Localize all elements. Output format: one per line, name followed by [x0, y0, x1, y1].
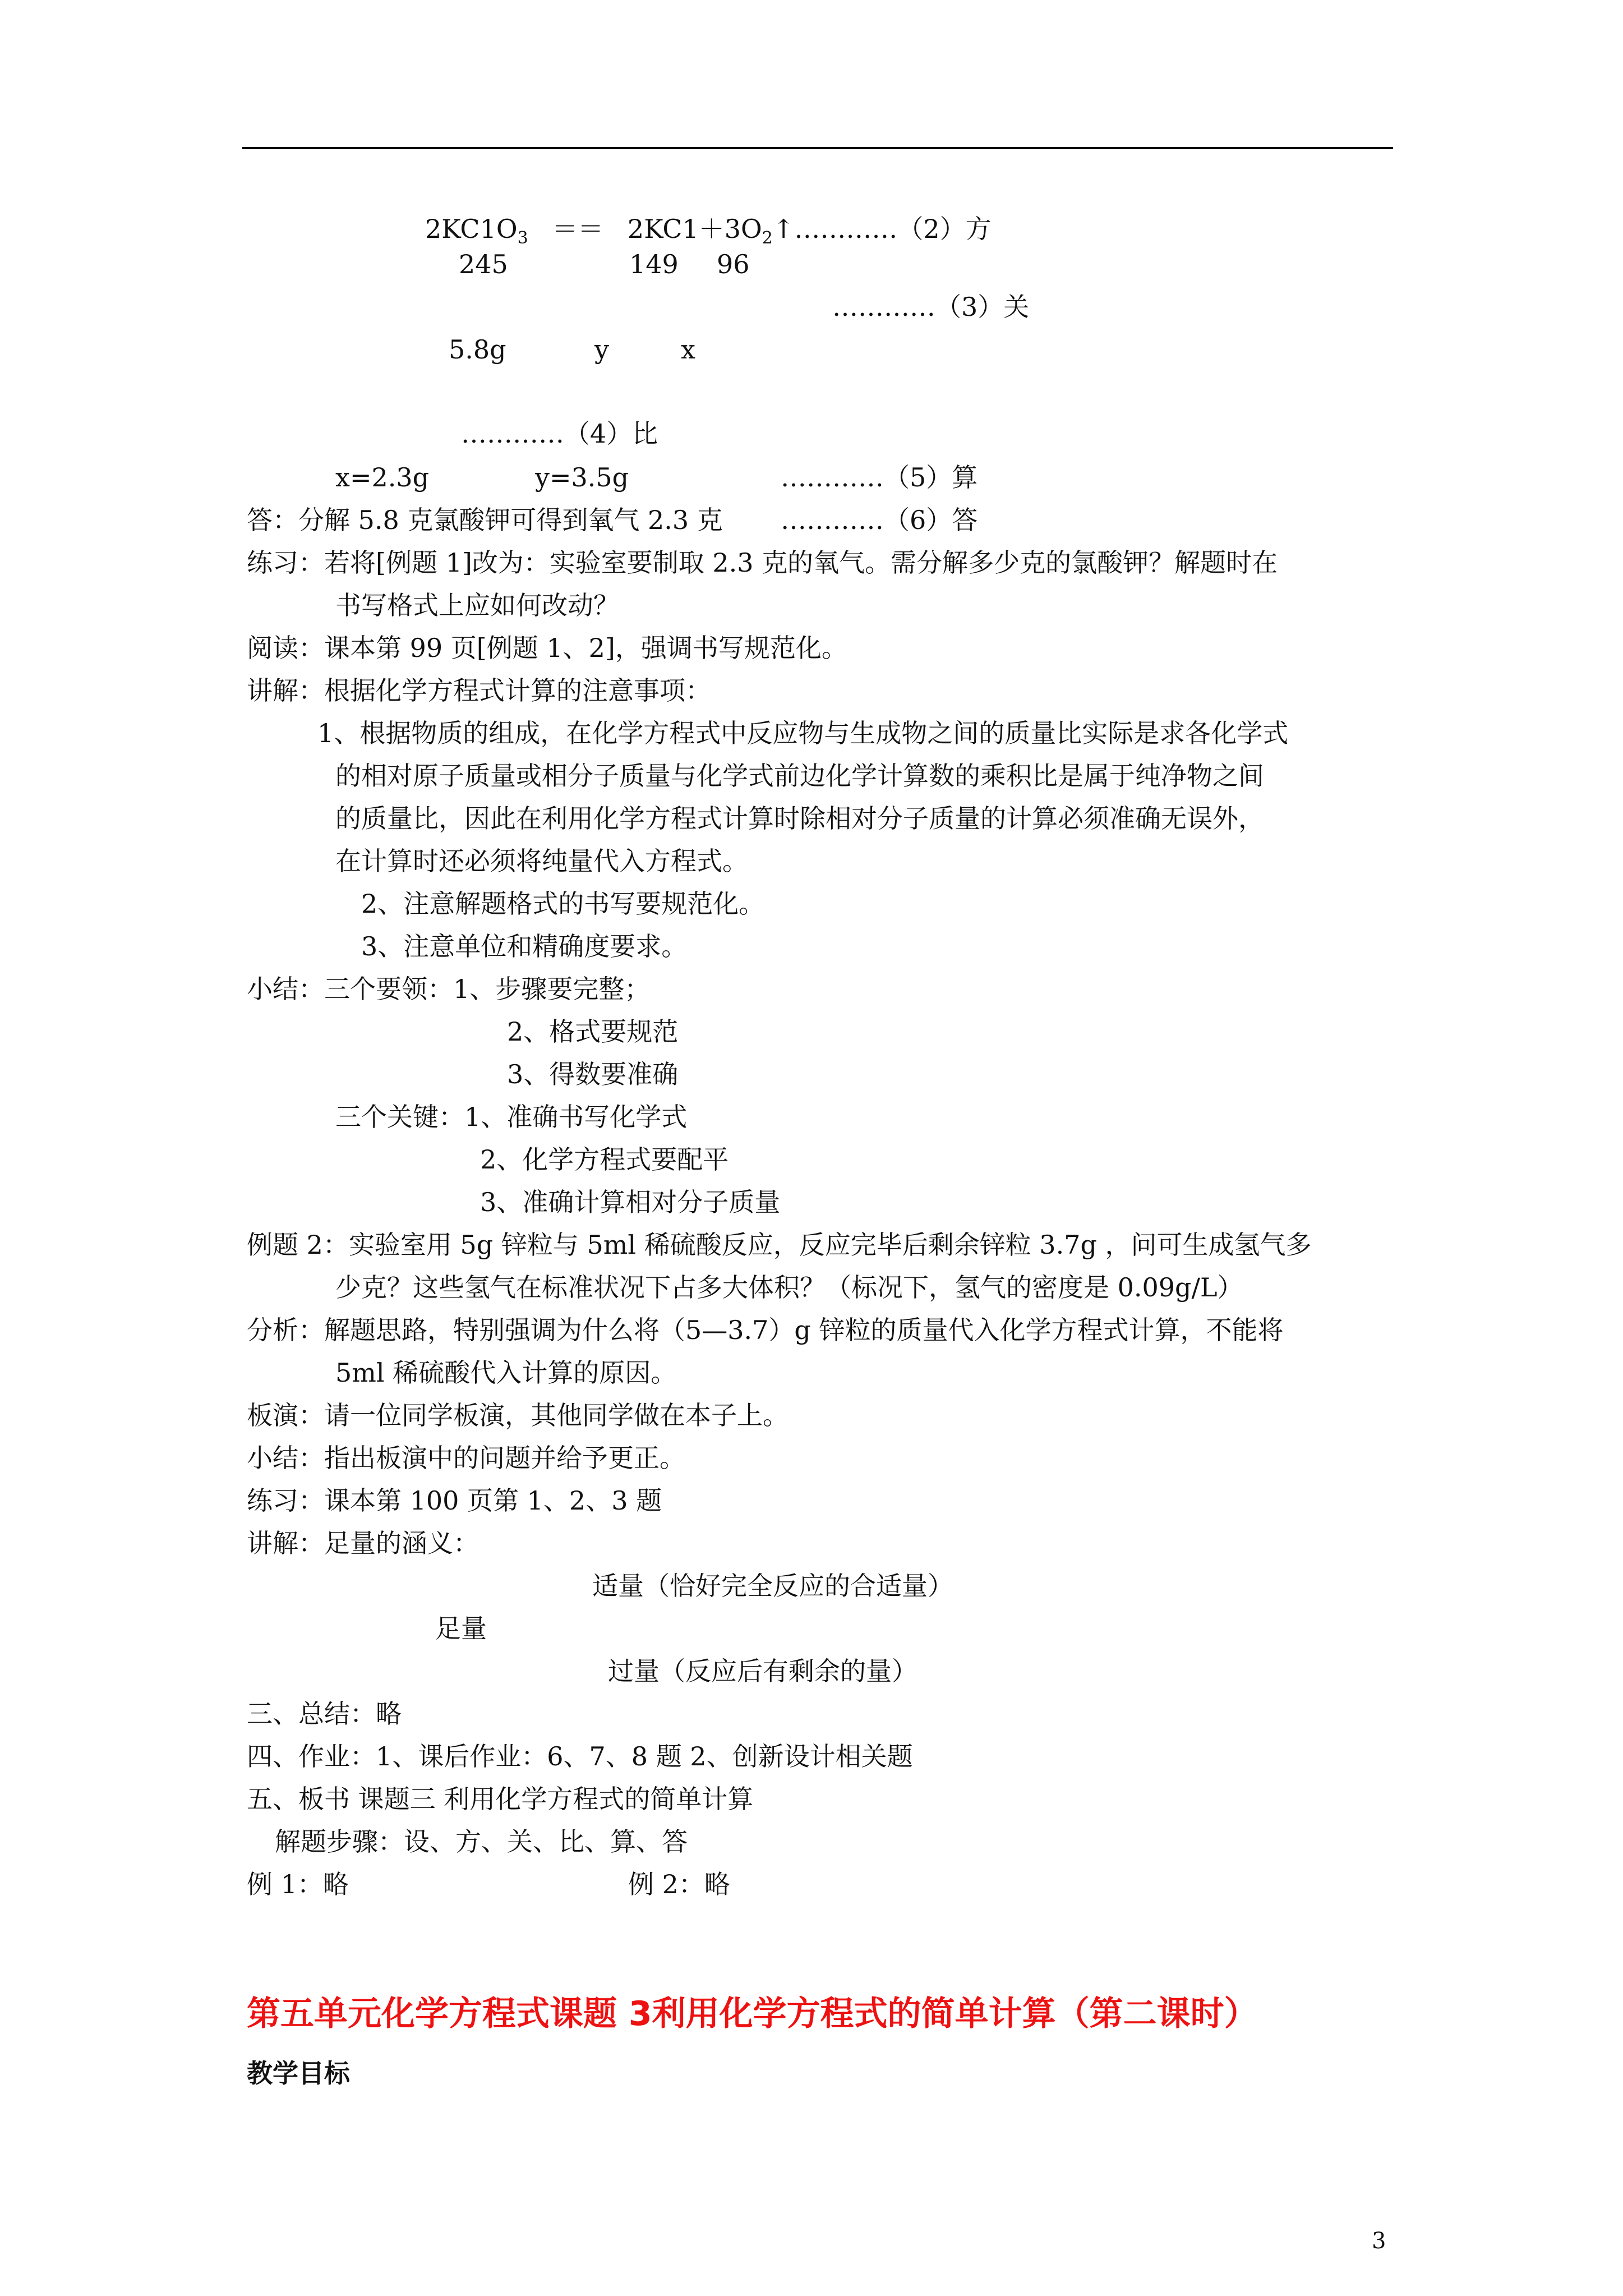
result-y: y=3.5g	[535, 462, 629, 493]
step-5-label: …………（5）算	[781, 462, 978, 493]
summary-key-2: 2、化学方程式要配平	[480, 1144, 729, 1175]
sufficient-amount: 足量	[435, 1613, 487, 1644]
summary-key-3: 3、准确计算相对分子质量	[480, 1187, 781, 1217]
appropriate-amount: 适量（恰好完全反应的合适量）	[592, 1571, 953, 1601]
summary-correction-line: 小结：指出板演中的问题并给予更正。	[247, 1443, 685, 1473]
unknown-x: x	[681, 334, 695, 365]
header-rule	[242, 147, 1393, 149]
result-x: x=2.3g	[335, 462, 430, 493]
product-subscript: 2	[762, 228, 773, 249]
page-number: 3	[1372, 2228, 1386, 2254]
note-1-line-4: 在计算时还必须将纯量代入方程式。	[335, 846, 748, 876]
example-2-omitted: 例 2：略	[628, 1869, 730, 1899]
equals-sign: ＝＝	[552, 214, 604, 244]
lecture-line: 讲解：根据化学方程式计算的注意事项：	[247, 675, 711, 706]
known-mass: 5.8g	[449, 334, 506, 365]
solving-steps: 解题步骤：设、方、关、比、算、答	[275, 1826, 688, 1857]
lecture-sufficient-line: 讲解：足量的涵义：	[247, 1528, 479, 1558]
note-1-line-1: 1、根据物质的组成，在化学方程式中反应物与生成物之间的质量比实际是求各化学式	[317, 718, 1289, 748]
lesson-heading: 第五单元化学方程式课题 3利用化学方程式的简单计算（第二课时）	[247, 1994, 1258, 2033]
summary-essential-2: 2、格式要规范	[507, 1016, 679, 1047]
reactant-subscript: 3	[517, 228, 528, 249]
practice-textbook-line: 练习：课本第 100 页第 1、2、3 题	[247, 1485, 662, 1516]
analysis-line-2: 5ml 稀硫酸代入计算的原因。	[335, 1358, 677, 1388]
note-1-line-3: 的质量比，因此在利用化学方程式计算时除相对分子质量的计算必须准确无误外，	[335, 803, 1264, 834]
example-2-line-2: 少克？这些氢气在标准状况下占多大体积？（标况下，氢气的密度是 0.09g/L）	[335, 1272, 1243, 1303]
mass-96: 96	[717, 249, 750, 279]
step-4-label: …………（4）比	[461, 418, 658, 449]
gas-arrow: ↑	[772, 214, 795, 244]
example-1-omitted: 例 1：略	[247, 1869, 349, 1899]
note-2: 2、注意解题格式的书写要规范化。	[361, 889, 765, 919]
section-board: 五、板书 课题三 利用化学方程式的简单计算	[247, 1784, 754, 1814]
section-summary: 三、总结：略	[247, 1699, 402, 1729]
board-demo-line: 板演：请一位同学板演，其他同学做在本子上。	[247, 1400, 789, 1430]
reactant: 2KC1O	[425, 214, 518, 244]
reading-line: 阅读：课本第 99 页[例题 1、2]，强调书写规范化。	[247, 633, 847, 663]
summary-essentials: 小结：三个要领：1、步骤要完整；	[247, 974, 651, 1004]
summary-keys: 三个关键：1、准确书写化学式	[335, 1102, 688, 1132]
teaching-goals-heading: 教学目标	[247, 2058, 350, 2088]
mass-245: 245	[459, 249, 508, 279]
practice-line-1: 练习：若将[例题 1]改为：实验室要制取 2.3 克的氧气。需分解多少克的氯酸钾？解题时在	[247, 547, 1278, 578]
mass-149: 149	[629, 249, 679, 279]
answer-text: 答：分解 5.8 克氯酸钾可得到氧气 2.3 克	[247, 505, 723, 535]
note-1-line-2: 的相对原子质量或相分子质量与化学式前边化学计算数的乘积比是属于纯净物之间	[335, 761, 1264, 791]
product: 2KC1＋3O	[627, 214, 762, 244]
step-3-label: …………（3）关	[832, 292, 1030, 322]
analysis-line-1: 分析：解题思路，特别强调为什么将（5—3.7）g 锌粒的质量代入化学方程式计算，不能将	[247, 1315, 1284, 1345]
chemical-equation	[425, 209, 992, 248]
unknown-y: y	[594, 334, 609, 365]
example-2-line-1: 例题 2：实验室用 5g 锌粒与 5ml 稀硫酸反应，反应完毕后剩余锌粒 3.7g ，问可生成氢气多	[247, 1230, 1312, 1260]
section-homework: 四、作业：1、课后作业：6、7、8 题 2、创新设计相关题	[247, 1741, 913, 1772]
excess-amount: 过量（反应后有剩余的量）	[608, 1656, 917, 1686]
step-2-label: …………（2）方	[794, 214, 992, 244]
practice-line-2: 书写格式上应如何改动？	[335, 590, 619, 620]
summary-essential-3: 3、得数要准确	[507, 1059, 679, 1089]
step-6-label: …………（6）答	[781, 505, 978, 535]
note-3: 3、注意单位和精确度要求。	[361, 931, 688, 961]
